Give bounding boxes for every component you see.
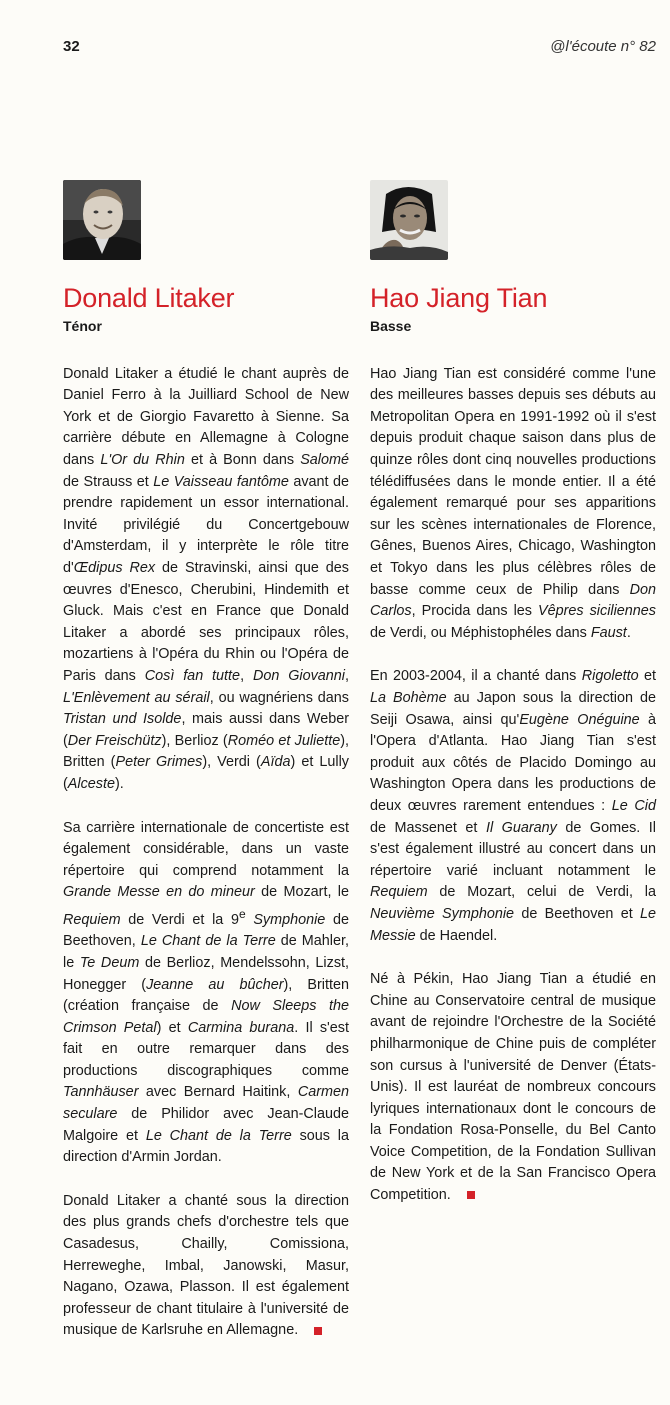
italic-title: Requiem [63,911,121,928]
italic-title: Le Messie [370,905,656,944]
bio-paragraph [63,364,349,796]
bio-text: et [638,668,657,685]
bio-text: de Strauss et [63,473,154,490]
bio-paragraph [63,1191,349,1342]
bio-text: avant de prendre rapidement un essor international. Invité privilégié du Concertgebouw d'Amsterdam, il y interprète le rôle titre d' [63,473,349,577]
italic-title: Requiem [370,884,428,901]
bio-text: de Massenet et [370,819,486,836]
bio-text: . Il s'est fait en outre remarquer dans des productions discographiques comme [63,1019,349,1079]
bio-text: ), Verdi ( [202,754,261,771]
bio-paragraph [63,818,349,1169]
bio-text: , Procida dans les [411,603,539,620]
bio-text: de Stravinski, ainsi que des œuvres d'Enesco, Cherubini, Hindemith et Gluck. Mais c'est en France que Donald Litaker a abordé ses principaux rôles, mozartiens à l'Opéra du Rhin ou l'Opéra de Paris dans [63,560,349,684]
bio-text: ), Britten (création française de [63,976,349,1015]
bio-paragraph [370,969,656,1207]
bio-text: de Haendel. [415,927,498,944]
italic-title: Der Freischütz [67,732,162,749]
bio-text: , mais aussi dans Weber ( [63,711,349,749]
italic-title: Œdipus Rex [73,560,156,577]
italic-title: Don Carlos [370,581,656,620]
bio-text: de Berlioz, Mendelssohn, Lizst, Honegger ( [63,954,350,993]
italic-title: Così fan tutte [144,668,241,684]
bio-text: , [240,668,253,684]
italic-title: L'Or du Rhin [100,452,185,469]
artist-name: Donald Litaker [63,283,235,313]
italic-title: L'Enlèvement au sérail [63,689,210,706]
artist-name: Hao Jiang Tian [370,283,548,313]
bio-paragraph [370,364,656,645]
italic-title: Faust [590,624,627,641]
bio-text: de Mozart, celui de Verdi, la [427,884,656,901]
italic-title: Now Sleeps the Crimson Petal [63,998,349,1036]
bio-text: à l'Opera d'Atlanta. Hao Jiang Tian s'est produit aux côtés de Placido Domingo au Washington Opera dans les productions de deux œuvres rarement entendues : [370,711,656,814]
bio-text: Né à Pékin, Hao Jiang Tian a étudié en Chine au Conservatoire central de musique avant de rejoindre l'Orchestre de la Société philharmonique de Chine puis de compléter son cursus à l'université de Denver (États-Unis). Il est lauréat de nombreux concours lyriques internationaux dont le concours de la Fondation Rosa-Ponselle, du Bel Canto Voice Competition, de la Fondation Sullivan de New York et de la San Francisco Opera Competition. [370,971,656,1204]
italic-title: Le Vaisseau fantôme [153,473,289,490]
bio-text: ), Britten ( [63,732,350,771]
bio-text: et à Bonn dans [184,452,301,469]
bio-text: de Verdi et la 9 [120,911,239,928]
bio-text: e [238,906,246,921]
bio-text: avec Bernard Haitink, [138,1084,298,1101]
italic-title: Salomé [300,452,349,469]
bio-text: de Gomes. Il s'est également illustré au concert dans un répertoire varié incluant notamment le [370,819,656,879]
italic-title: Rigoletto [581,668,639,685]
italic-title: Carmen seculare [63,1084,349,1123]
bio-text: . [626,624,631,641]
bio-text: Donald Litaker a chanté sous la direction des plus grands chefs d'orchestre tels que Casadesus, Chailly, Comissiona, Herreweghe, Imbal, Janowski, Masur, Nagano, Ozawa, Plasson. Il est également professeur de chant titulaire à l'université de musique de Karlsruhe en Allemagne. [63,1192,349,1339]
bio-text: de Verdi, ou Méphistophéles dans [370,624,591,641]
bio-text: , ou wagnériens dans [209,689,349,706]
portrait-photo-litaker [63,180,141,260]
artist-column-tian [370,180,656,1207]
italic-title: Eugène Onéguine [519,711,640,728]
voice-type: Ténor [63,317,102,334]
bio-text: au Japon sous la direction de Seiji Osawa, ainsi qu' [370,690,657,728]
artist-bio [370,364,656,1207]
artist-bio [63,364,349,1342]
italic-title: Aïda [260,754,291,771]
bio-text: Donald Litaker a étudié le chant auprès de Daniel Ferro à la Juilliard School de New York et de Giorgio Favaretto à Sienne. Sa carrière débute en Allemagne à Cologne dans [63,365,349,469]
bio-text: Sa carrière internationale de concertiste est également considérable, dans un vaste répertoire qui comprend notamment la [63,819,349,879]
italic-title: Carmina burana [187,1019,295,1036]
bio-text: de Mahler, le [63,933,350,971]
italic-title: Il Guarany [485,819,557,836]
italic-title: Te Deum [79,954,140,971]
bio-text: ). [115,775,124,792]
italic-title: Vêpres siciliennes [538,603,657,620]
bio-text: ), Berlioz ( [161,732,228,749]
bio-paragraph [370,666,656,947]
bio-text: , [345,668,349,684]
bio-text: En 2003-2004, il a chanté dans [370,668,582,685]
italic-title: Don Giovanni [252,668,345,684]
portrait-photo-tian [370,180,448,260]
italic-title: Le Chant de la Terre [145,1127,292,1144]
running-head: @l'écoute n° 82 [550,38,656,55]
italic-title: Le Chant de la Terre [140,933,276,950]
italic-title: Tannhäuser [63,1084,139,1101]
bio-text: de Beethoven, [63,911,349,950]
italic-title: Neuvième Symphonie [370,905,515,922]
italic-title: Alceste [67,775,115,792]
bio-text: ) et Lully ( [63,754,349,792]
italic-title: Grande Messe en do mineur [63,884,255,901]
italic-title: Peter Grimes [115,754,203,771]
artist-column-litaker [63,180,349,1342]
bio-text: sous la direction d'Armin Jordan. [63,1127,349,1166]
end-of-article-square-icon [467,1191,475,1199]
italic-title: Tristan und Isolde [63,711,182,728]
page-number: 32 [63,38,80,55]
italic-title: Roméo et Juliette [227,732,341,749]
bio-text: de Mozart, le [254,884,349,901]
voice-type: Basse [370,317,412,334]
bio-text: de Beethoven et [514,905,640,922]
italic-title: Le Cid [611,797,656,814]
italic-title: Jeanne au bûcher [146,976,284,993]
italic-title: Symphonie [253,911,326,928]
end-of-article-square-icon [314,1327,322,1335]
bio-text: Hao Jiang Tian est considéré comme l'une des meilleures basses depuis ses débuts au Metropolitan Opera en 1991-1992 où il s'est depuis produit chaque saison dans plus de quinze rôles dont cinq nouvelles productions télédiffusées dans le monde entier. Il a été également remarqué pour ses apparitions sur les scènes internationales de Florence, Gênes, Buenos Aires, Chicago, Washington et Tokyo dans les plus célèbres rôles de basse comme ceux de Philip dans [370,365,656,598]
bio-text: ) et [156,1019,188,1036]
bio-text: de Philidor avec Jean-Claude Malgoire et [63,1106,349,1144]
italic-title: La Bohème [370,690,447,706]
